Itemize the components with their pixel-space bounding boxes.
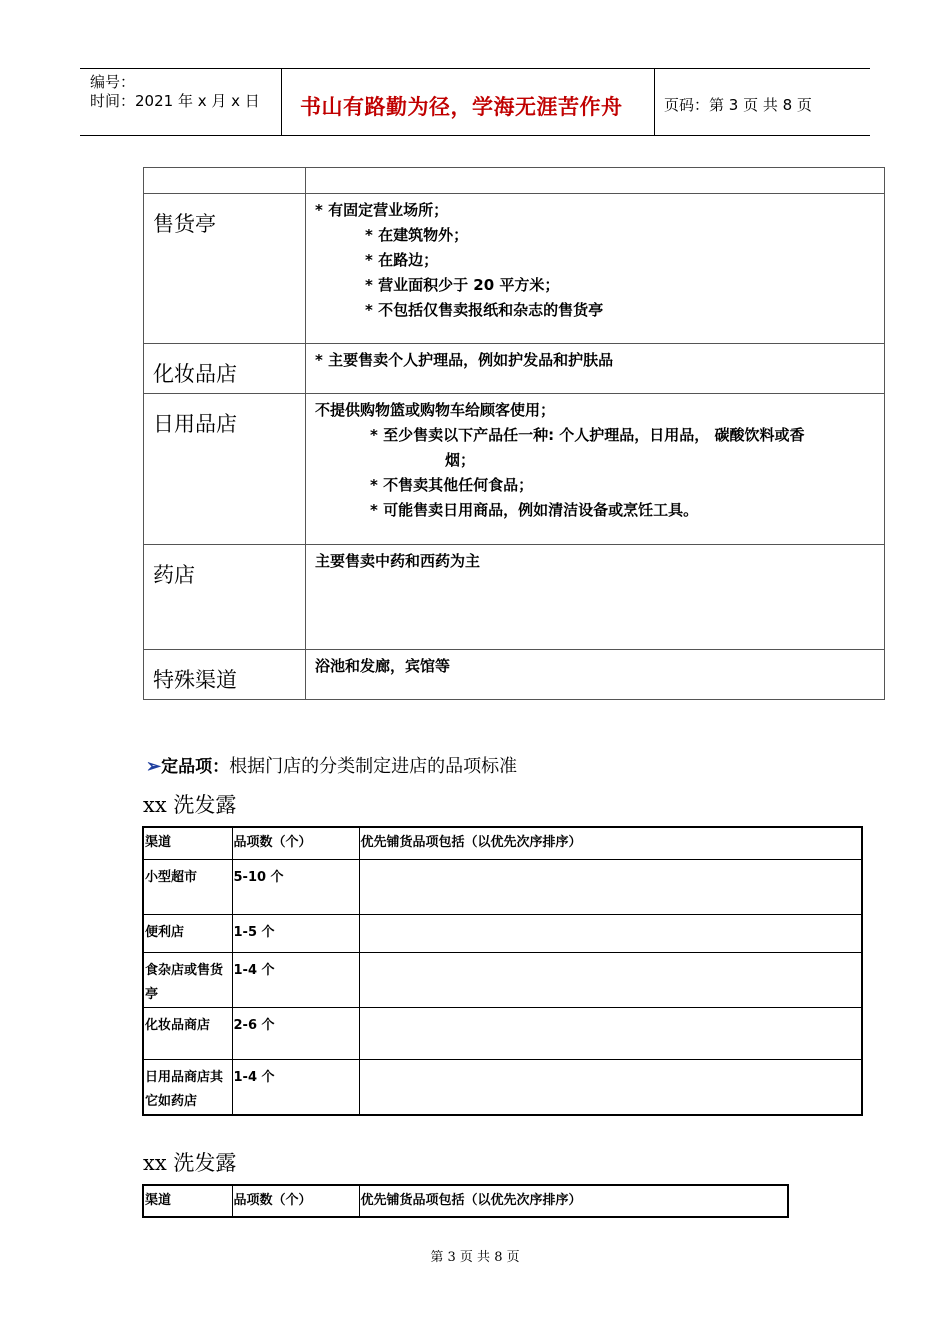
- count-cell: 5-10 个: [232, 859, 359, 914]
- column-header: 优先铺货品项包括（以优先次序排序）: [359, 827, 862, 859]
- description-line: * 在路边；: [365, 251, 439, 269]
- table-row: [144, 545, 885, 650]
- table-row: [143, 914, 862, 952]
- category-name: 日用品店: [153, 412, 237, 436]
- column-header: 品项数（个）: [232, 827, 359, 859]
- description-line: * 营业面积少于 20 平方米；: [365, 276, 560, 294]
- header-motto: 书山有路勤为径，学海无涯苦作舟: [300, 95, 623, 119]
- table-row: [144, 168, 885, 194]
- table-row: [144, 194, 885, 344]
- channel-category-table: [143, 167, 885, 700]
- column-header: 品项数（个）: [232, 1185, 359, 1217]
- product-priority-table: [142, 826, 863, 1116]
- count-cell: 1-5 个: [232, 914, 359, 952]
- category-name: 售货亭: [153, 212, 216, 236]
- table-header-row: [143, 827, 862, 859]
- description-line: 浴池和发廊，宾馆等: [315, 657, 451, 675]
- description-line: * 不售卖其他任何食品；: [370, 476, 534, 494]
- count-cell: 1-4 个: [232, 952, 359, 1007]
- column-header: 优先铺货品项包括（以优先次序排序）: [359, 1185, 788, 1217]
- priority-cell: [359, 1007, 862, 1059]
- table-row: [144, 394, 885, 545]
- arrow-bullet-icon: ➢: [146, 756, 162, 777]
- category-description: [306, 545, 884, 574]
- description-line: * 有固定营业场所；: [315, 201, 449, 219]
- table-row: [144, 650, 885, 700]
- channel-cell: 日用品商店其它如药店: [143, 1059, 232, 1115]
- header-top-rule: [80, 68, 870, 69]
- section-heading: [146, 752, 517, 778]
- priority-cell: [359, 859, 862, 914]
- product-priority-table: [142, 1184, 789, 1218]
- description-line: * 在建筑物外；: [365, 226, 469, 244]
- priority-cell: [359, 1059, 862, 1115]
- table-row: [143, 1059, 862, 1115]
- channel-cell: 便利店: [143, 914, 232, 952]
- category-description: [306, 394, 884, 523]
- category-description: [306, 344, 884, 373]
- description-line: * 可能售卖日用商品，例如清洁设备或烹饪工具。: [370, 501, 699, 519]
- category-name: 化妆品店: [153, 362, 237, 386]
- section-label: 定品项：: [161, 757, 230, 777]
- page-footer: 第 3 页 共 8 页: [430, 1250, 520, 1265]
- description-line: * 不包括仅售卖报纸和杂志的售货亭: [365, 301, 604, 319]
- category-description: [306, 194, 884, 323]
- column-header: 渠道: [143, 1185, 232, 1217]
- channel-cell: 食杂店或售货亭: [143, 952, 232, 1007]
- channel-cell: 化妆品商店: [143, 1007, 232, 1059]
- table-header-row: [143, 1185, 788, 1217]
- description-line: * 至少售卖以下产品任一种: 个人护理品，日用品， 碳酸饮料或香: [370, 426, 805, 444]
- table-row: [144, 344, 885, 394]
- product-title: xx 洗发露: [143, 793, 237, 817]
- product-title: xx 洗发露: [143, 1151, 237, 1175]
- section-text: 根据门店的分类制定进店的品项标准: [229, 756, 518, 777]
- count-cell: 1-4 个: [232, 1059, 359, 1115]
- header-divider: [654, 68, 655, 135]
- table-cell: [306, 168, 885, 194]
- table-cell: [144, 168, 306, 194]
- category-name: 药店: [153, 563, 195, 587]
- column-header: 渠道: [143, 827, 232, 859]
- channel-cell: 小型超市: [143, 859, 232, 914]
- document-number-label: 编号：: [90, 73, 136, 91]
- category-name: 特殊渠道: [153, 668, 237, 692]
- table-row: [143, 952, 862, 1007]
- description-line: * 主要售卖个人护理品，例如护发品和护肤品: [315, 351, 614, 369]
- category-description: [306, 650, 884, 679]
- header-divider: [281, 68, 282, 135]
- description-line: 主要售卖中药和西药为主: [315, 552, 481, 570]
- document-date: 时间：2021 年 x 月 x 日: [90, 92, 260, 110]
- priority-cell: [359, 914, 862, 952]
- header-bottom-rule: [80, 135, 870, 136]
- table-row: [143, 1007, 862, 1059]
- header-page-number: 页码：第 3 页 共 8 页: [664, 96, 812, 114]
- table-row: [143, 859, 862, 914]
- priority-cell: [359, 952, 862, 1007]
- count-cell: 2-6 个: [232, 1007, 359, 1059]
- description-line: 烟；: [445, 451, 476, 469]
- description-line: 不提供购物篮或购物车给顾客使用；: [315, 401, 556, 419]
